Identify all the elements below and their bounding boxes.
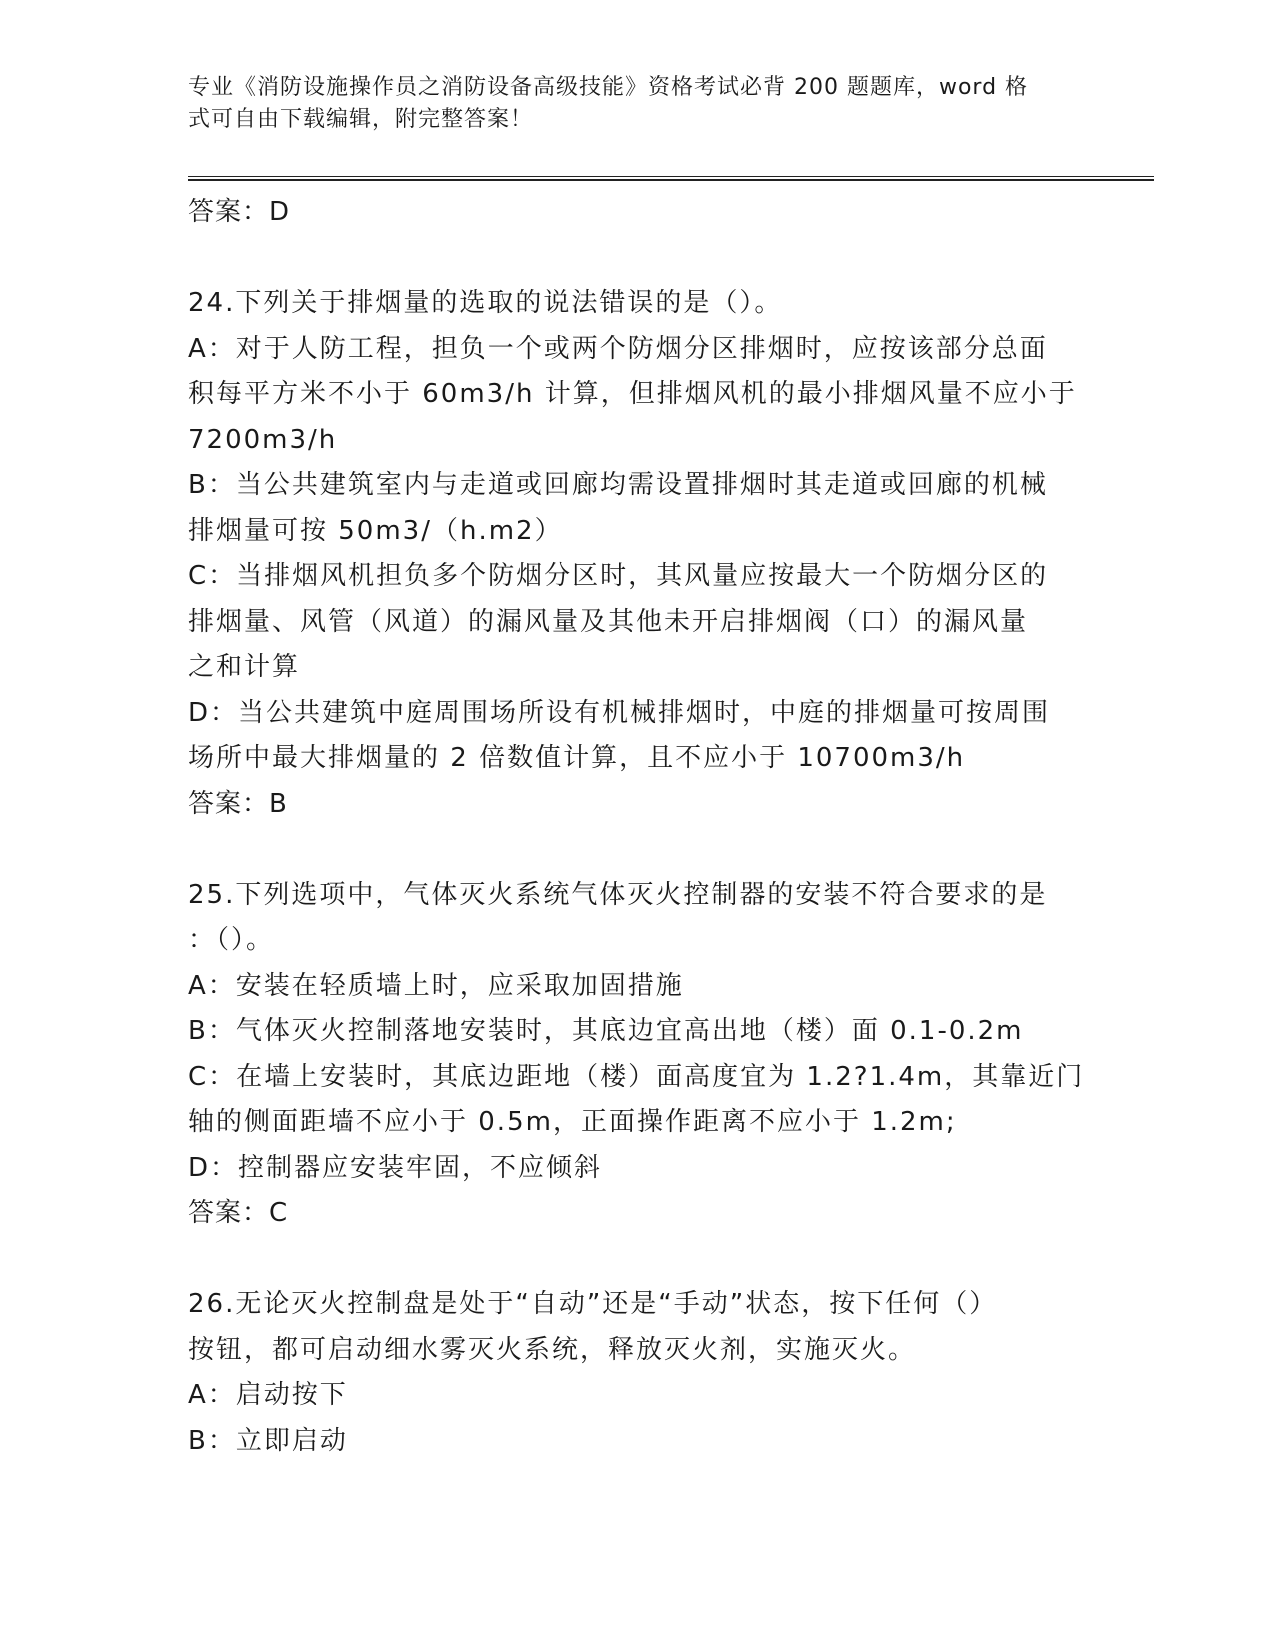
- blank-line: [188, 236, 1088, 282]
- answer-line: 答案：D: [188, 197, 291, 227]
- question-content: [188, 190, 1088, 1464]
- option-b: B：立即启动: [188, 1425, 348, 1456]
- blank-line: [188, 1237, 1088, 1283]
- option-d-cont: 场所中最大排烟量的 2 倍数值计算，且不应小于 10700m3/h: [188, 743, 966, 773]
- option-a-cont: 7200m3/h: [188, 424, 338, 455]
- header-line: 式可自由下载编辑，附完整答案！: [188, 107, 534, 132]
- blank-line: [188, 827, 1088, 873]
- option-c: C：在墙上安装时，其底边距地（楼）面高度宜为 1.2?1.4m，其靠近门: [188, 1061, 1085, 1092]
- option-c-cont: 之和计算: [188, 652, 301, 682]
- answer-line: 答案：B: [188, 788, 288, 819]
- page-header: [188, 72, 1068, 136]
- question-24: 24.下列关于排烟量的选取的说法错误的是（）。: [188, 288, 783, 318]
- option-a-cont: 积每平方米不小于 60m3/h 计算，但排烟风机的最小排烟风量不应小于: [188, 379, 1077, 409]
- question-25: 25.下列选项中，气体灭火系统气体灭火控制器的安装不符合要求的是: [188, 879, 1048, 910]
- option-c-cont: 排烟量、风管（风道）的漏风量及其他未开启排烟阀（口）的漏风量: [188, 606, 1029, 637]
- option-d: D：控制器应安装牢固，不应倾斜: [188, 1152, 603, 1183]
- option-c: C：当排烟风机担负多个防烟分区时，其风量应按最大一个防烟分区的: [188, 561, 1049, 591]
- option-b: B：气体灭火控制落地安装时，其底边宜高出地（楼）面 0.1-0.2m: [188, 1016, 1024, 1046]
- question-26-cont: 按钮，都可启动细水雾灭火系统，释放灭火剂，实施灭火。: [188, 1334, 917, 1365]
- answer-line: 答案：C: [188, 1198, 289, 1228]
- option-b-cont: 排烟量可按 50m3/（h.m2）: [188, 515, 563, 546]
- option-a: A：对于人防工程，担负一个或两个防烟分区排烟时，应按该部分总面: [188, 333, 1048, 364]
- option-d: D：当公共建筑中庭周围场所设有机械排烟时，中庭的排烟量可按周围: [188, 697, 1051, 728]
- header-line: 专业《消防设施操作员之消防设备高级技能》资格考试必背 200 题题库，word 格: [188, 75, 1029, 100]
- question-26: 26.无论灭火控制盘是处于“自动”还是“手动”状态，按下任何（）: [188, 1289, 998, 1319]
- question-25-cont: ：（）。: [188, 925, 275, 955]
- option-a: A：启动按下: [188, 1380, 348, 1410]
- header-divider: [188, 176, 1154, 181]
- option-a: A：安装在轻质墙上时，应采取加固措施: [188, 970, 684, 1001]
- option-b: B：当公共建筑室内与走道或回廊均需设置排烟时其走道或回廊的机械: [188, 470, 1048, 500]
- option-c-cont: 轴的侧面距墙不应小于 0.5m，正面操作距离不应小于 1.2m;: [188, 1107, 957, 1137]
